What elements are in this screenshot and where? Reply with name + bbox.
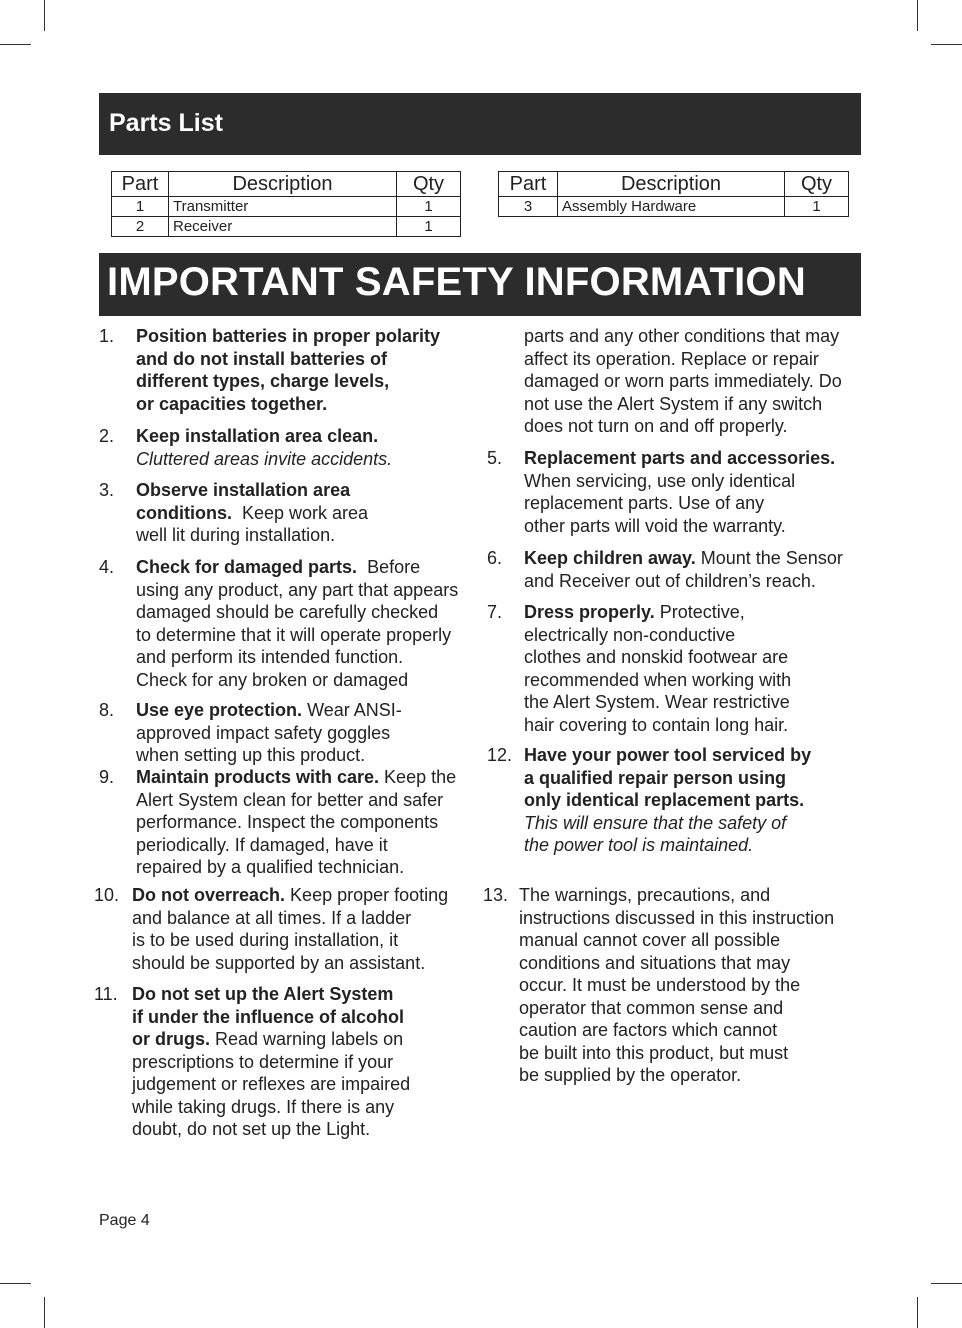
safety-item-8 — [99, 699, 479, 769]
item-text: operator that common sense and — [519, 997, 784, 1018]
safety-item-5 — [487, 447, 862, 539]
item-heading: Have your power tool serviced by — [524, 745, 812, 765]
item-text: parts and any other conditions that may — [524, 326, 840, 346]
part-qty: 1 — [397, 197, 461, 217]
item-text: occur. It must be understood by the — [519, 975, 801, 995]
item-text: conditions and situations that may — [519, 952, 791, 973]
item-heading: Use eye protection. — [136, 700, 303, 720]
item-text: damaged should be carefully checked — [136, 602, 439, 622]
item-text: Keep proper footing — [285, 885, 449, 905]
item-text: manual cannot cover all possible — [519, 930, 781, 950]
table-header-row — [112, 172, 461, 197]
part-description: Assembly Hardware — [558, 197, 785, 217]
item-text: Wear ANSI- — [302, 700, 402, 720]
safety-item-13 — [483, 884, 862, 1089]
item-heading: Keep installation area clean. — [136, 426, 379, 446]
safety-header — [99, 253, 861, 316]
item-heading: Do not set up the Alert System — [132, 984, 394, 1004]
item-number: 13. — [483, 885, 509, 905]
safety-item-10 — [94, 884, 479, 976]
item-heading: or drugs. — [132, 1029, 211, 1049]
safety-item-11 — [94, 983, 479, 1143]
item-number: 2. — [99, 426, 115, 446]
safety-item-7 — [487, 601, 862, 739]
parts-list-header — [99, 93, 861, 155]
item-number: 9. — [99, 767, 115, 787]
item-text: caution are factors which cannot — [519, 1020, 778, 1040]
col-part: Part — [112, 172, 169, 197]
item-text: performance. Inspect the components — [136, 812, 439, 832]
item-text: when setting up this product. — [136, 745, 366, 765]
col-part: Part — [499, 172, 558, 197]
item-text: judgement or reflexes are impaired — [132, 1074, 411, 1094]
table-row — [112, 217, 461, 237]
parts-table-left — [111, 171, 461, 237]
item-number: 10. — [94, 885, 120, 905]
item-text: Alert System clean for better and safer — [136, 789, 444, 810]
item-text: other parts will void the warranty. — [524, 515, 786, 536]
item-text: When servicing, use only identical — [524, 470, 796, 491]
table-row — [499, 197, 849, 217]
crop-mark — [931, 1283, 962, 1284]
item-number: 12. — [487, 745, 513, 765]
crop-mark — [44, 0, 45, 31]
table-header-row — [499, 172, 849, 197]
item-number: 5. — [487, 448, 503, 468]
item-heading: if under the influence of alcohol — [132, 1006, 405, 1027]
col-qty: Qty — [397, 172, 461, 197]
item-text: doubt, do not set up the Light. — [132, 1119, 371, 1139]
item-heading: a qualified repair person using — [524, 767, 787, 788]
safety-title: IMPORTANT SAFETY INFORMATION — [107, 260, 806, 304]
item-text: well lit during installation. — [136, 525, 336, 545]
item-heading: conditions. — [136, 502, 232, 523]
item-text: be supplied by the operator. — [519, 1065, 742, 1085]
part-number: 1 — [112, 197, 169, 217]
safety-item-4-continued — [524, 325, 864, 440]
item-text: instructions discussed in this instruction — [519, 907, 835, 928]
crop-mark — [0, 44, 31, 45]
safety-item-4 — [99, 556, 479, 696]
item-text: to determine that it will operate properly — [136, 624, 452, 645]
part-number: 3 — [499, 197, 558, 217]
item-text: clothes and nonskid footwear are — [524, 647, 789, 667]
crop-mark — [0, 1283, 31, 1284]
item-text: replacement parts. Use of any — [524, 493, 765, 513]
item-text: Mount the Sensor — [695, 548, 843, 568]
item-heading: Observe installation area — [136, 480, 351, 500]
item-heading: Do not overreach. — [132, 885, 286, 905]
part-description: Transmitter — [169, 197, 397, 217]
item-text: This will ensure that the safety of — [524, 812, 787, 833]
item-text: while taking drugs. If there is any — [132, 1096, 395, 1117]
safety-item-3 — [99, 479, 479, 549]
item-text: hair covering to contain long hair. — [524, 714, 789, 735]
item-text: The warnings, precautions, and — [519, 885, 771, 905]
item-text: be built into this product, but must — [519, 1042, 789, 1063]
item-number: 1. — [99, 326, 115, 346]
item-text: the Alert System. Wear restrictive — [524, 692, 790, 712]
safety-item-6 — [487, 547, 862, 593]
item-text: and balance at all times. If a ladder — [132, 907, 412, 928]
item-text: approved impact safety goggles — [136, 722, 391, 743]
item-text: recommended when working with — [524, 669, 792, 690]
table-row — [112, 197, 461, 217]
item-heading: Maintain products with care. — [136, 767, 380, 787]
item-text: and perform its intended function. — [136, 647, 404, 667]
safety-item-9 — [99, 766, 479, 881]
item-number: 11. — [94, 984, 118, 1004]
item-text: Check for any broken or damaged — [136, 669, 409, 690]
safety-item-1 — [99, 325, 479, 417]
item-text: Cluttered areas invite accidents. — [136, 448, 393, 469]
item-text: damaged or worn parts immediately. Do — [524, 371, 842, 391]
part-qty: 1 — [397, 217, 461, 237]
crop-mark — [917, 1297, 918, 1328]
parts-table-right — [498, 171, 849, 217]
item-heading: Check for damaged parts. — [136, 557, 358, 577]
safety-item-2 — [99, 425, 479, 471]
item-text: repaired by a qualified technician. — [136, 857, 405, 877]
parts-list-title: Parts List — [109, 109, 223, 137]
item-heading: Replacement parts and accessories. — [524, 448, 836, 468]
item-text: not use the Alert System if any switch — [524, 393, 823, 414]
item-text: different types, charge levels, — [136, 371, 390, 391]
item-number: 3. — [99, 480, 115, 500]
item-number: 8. — [99, 700, 115, 720]
item-text: electrically non-conductive — [524, 624, 736, 645]
item-text: Keep work area — [232, 502, 369, 523]
part-description: Receiver — [169, 217, 397, 237]
item-heading: Keep children away. — [524, 548, 696, 568]
crop-mark — [917, 0, 918, 31]
item-number: 7. — [487, 602, 503, 622]
page-number: Page 4 — [99, 1212, 150, 1229]
part-number: 2 — [112, 217, 169, 237]
item-heading: only identical replacement parts. — [524, 790, 805, 810]
item-text: Before — [357, 557, 421, 577]
col-description: Description — [558, 172, 785, 197]
safety-item-12 — [487, 744, 862, 859]
item-text: or capacities together. — [136, 393, 328, 414]
item-text: does not turn on and off properly. — [524, 416, 788, 436]
col-qty: Qty — [785, 172, 849, 197]
item-text: and Receiver out of children’s reach. — [524, 570, 816, 591]
item-text: and do not install batteries of — [136, 348, 388, 369]
item-text: Keep the — [379, 767, 457, 787]
part-qty: 1 — [785, 197, 849, 217]
item-text: is to be used during installation, it — [132, 930, 399, 950]
item-text: the power tool is maintained. — [524, 835, 754, 855]
item-text: using any product, any part that appears — [136, 579, 459, 600]
item-text: prescriptions to determine if your — [132, 1051, 394, 1072]
item-text: Position batteries in proper polarity — [136, 326, 441, 346]
item-number: 4. — [99, 557, 115, 577]
item-heading: Dress properly. — [524, 602, 655, 622]
item-text: Protective, — [654, 602, 745, 622]
item-number: 6. — [487, 548, 503, 568]
item-text: periodically. If damaged, have it — [136, 834, 388, 855]
item-text: affect its operation. Replace or repair — [524, 348, 819, 369]
crop-mark — [931, 44, 962, 45]
crop-mark — [44, 1297, 45, 1328]
item-text: Read warning labels on — [210, 1029, 404, 1049]
col-description: Description — [169, 172, 397, 197]
item-text: should be supported by an assistant. — [132, 952, 426, 973]
